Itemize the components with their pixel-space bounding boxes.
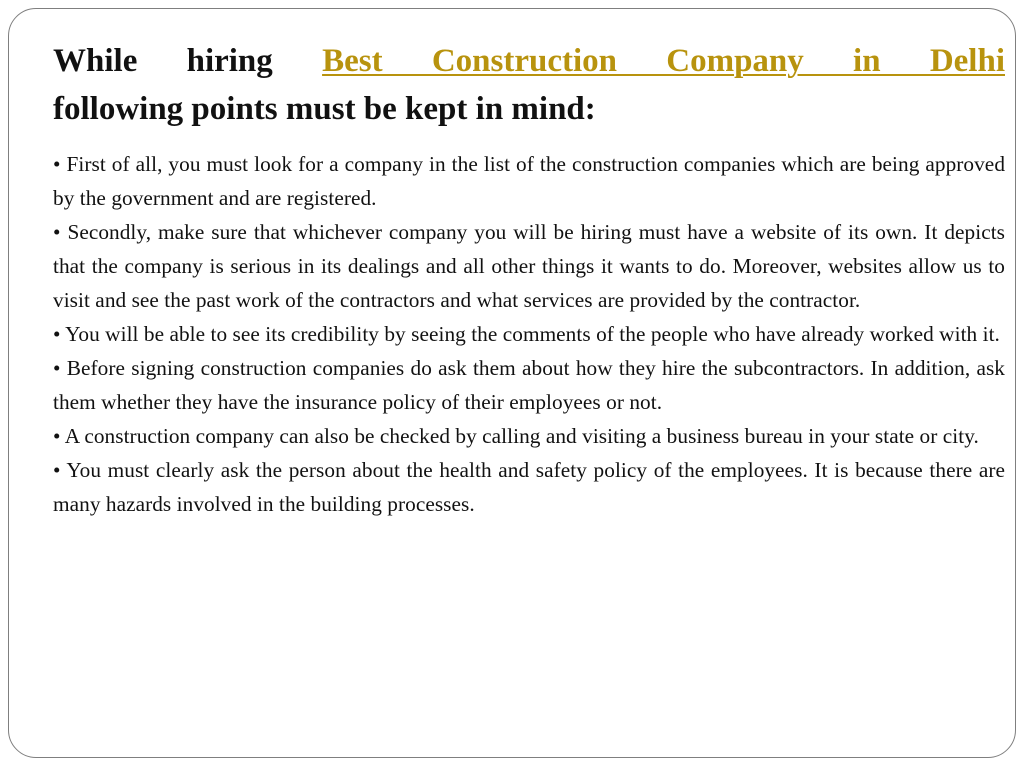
list-item [53,453,1005,521]
bullet-icon: • [53,356,61,380]
best-construction-company-link[interactable]: Best Construction Company in Delhi [322,43,1005,79]
point-text: First of all, you must look for a company in the list of the construction companies which are being approved by the government and are registered. [53,152,1006,210]
point-text: Before signing construction companies do ask them about how they hire the subcontractors. In addition, ask them whether they have the insurance policy of their employees or not. [53,356,1006,414]
point-text: A construction company can also be checked by calling and visiting a business bureau in your state or city. [64,424,979,448]
list-item [53,317,1005,351]
bullet-icon: • [53,152,61,176]
bullet-icon: • [53,424,61,448]
list-item [53,215,1005,317]
list-item [53,147,1005,215]
slide-heading [53,37,1005,133]
bullet-icon: • [53,220,61,244]
list-item [53,419,1005,453]
bullet-icon: • [53,458,61,482]
heading-line-1 [53,37,1005,85]
bullet-icon: • [53,322,61,346]
list-item [53,351,1005,419]
points-list [53,147,1005,521]
point-text: You will be able to see its credibility by seeing the comments of the people who have already worked with it. [65,322,1000,346]
slide-content [53,37,1005,521]
slide-frame [8,8,1016,758]
heading-prefix: While hiring [53,43,323,79]
heading-suffix: following points must be kept in mind: [53,91,596,127]
point-text: Secondly, make sure that whichever company you will be hiring must have a website of its own. It depicts that the company is serious in its dealings and all other things it wants to do. Moreover, websites allow us to visit and see the past work of the contractors and what services are provided by the contractor. [53,220,1006,312]
point-text: You must clearly ask the person about the health and safety policy of the employees. It is because there are many hazards involved in the building processes. [53,458,1005,516]
